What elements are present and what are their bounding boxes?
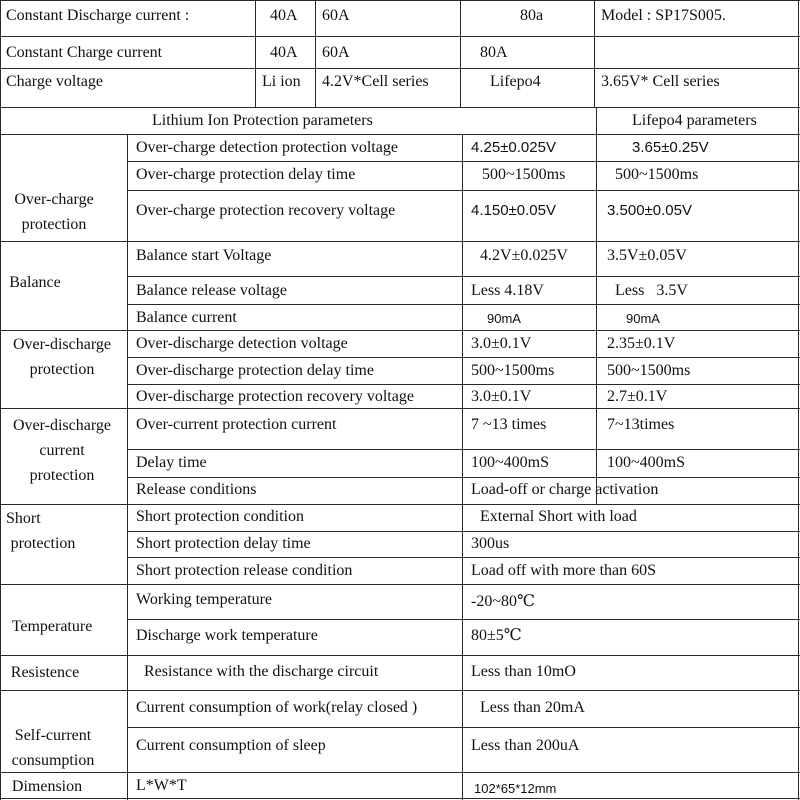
charge-current-label: Constant Charge current: [6, 44, 163, 61]
lifepo4-value: 3.500±0.05V: [607, 202, 692, 219]
lifepo4-value: 3.65±0.25V: [632, 139, 709, 156]
group-label-line: Over-discharge: [12, 417, 111, 434]
group-label-line: Dimension: [11, 778, 83, 795]
lifepo4-section-title: Lifepo4 parameters: [632, 112, 757, 129]
shared-value: Load-off or charge activation: [471, 481, 659, 498]
table-rule: [0, 68, 800, 69]
model-number: Model : SP17S005.: [601, 7, 726, 24]
chemistry-liion: Li ion: [262, 73, 301, 90]
lifepo4-value: 500~1500ms: [615, 166, 699, 183]
liion-value: 3.0±0.1V: [471, 335, 532, 352]
group-overcharge: [0, 187, 108, 237]
param-label: Balance release voltage: [136, 282, 288, 299]
table-border: [0, 798, 800, 799]
liion-value: 7 ~13 times: [471, 416, 547, 433]
table-rule: [0, 772, 800, 773]
group-balance: [0, 270, 70, 295]
shared-value: Less than 200uA: [471, 737, 580, 754]
charge-voltage-lifepo4: 3.65V* Cell series: [601, 73, 720, 90]
table-rule: [594, 0, 595, 107]
table-rule: [127, 384, 800, 385]
param-label: Short protection condition: [136, 508, 304, 525]
group-label-line: Over-discharge: [12, 336, 111, 353]
table-rule: [0, 655, 800, 656]
table-rule: [0, 330, 800, 331]
discharge-current-40a: 40A: [270, 7, 298, 24]
param-label: Over-charge detection protection voltage: [136, 139, 398, 156]
charge-voltage-liion: 4.2V*Cell series: [322, 73, 429, 90]
param-label: Short protection release condition: [136, 562, 353, 579]
table-rule: [0, 584, 800, 585]
discharge-current-label: Constant Discharge current :: [6, 7, 190, 24]
table-rule: [127, 134, 128, 800]
param-label: Delay time: [136, 454, 207, 471]
table-rule: [0, 107, 800, 108]
liion-value: 4.2V±0.025V: [480, 247, 568, 264]
group-resistance: [0, 660, 90, 685]
group-label-line: protection: [21, 216, 87, 233]
table-rule: [460, 0, 461, 107]
table-rule: [127, 449, 800, 450]
shared-value: 80±5℃: [471, 627, 522, 644]
table-rule: [596, 107, 597, 504]
table-border: [798, 0, 799, 800]
table-rule: [315, 0, 316, 107]
charge-current-40a: 40A: [270, 44, 298, 61]
group-label-line: current: [39, 442, 85, 459]
param-label: Over-charge protection recovery voltage: [136, 202, 396, 219]
table-rule: [127, 531, 800, 532]
shared-value: Less than 10mO: [471, 663, 576, 680]
table-rule: [127, 276, 800, 277]
param-label: Short protection delay time: [136, 535, 311, 552]
group-selfcurrent: [0, 723, 106, 773]
lifepo4-value: 7~13times: [607, 416, 675, 433]
table-rule: [127, 727, 800, 728]
charge-voltage-label: Charge voltage: [6, 73, 104, 90]
table-rule: [0, 504, 800, 505]
table-rule: [127, 190, 800, 191]
discharge-current-60a: 60A: [322, 7, 350, 24]
liion-value: 3.0±0.1V: [471, 388, 532, 405]
group-label-line: Short: [6, 510, 41, 527]
table-rule: [0, 134, 800, 135]
table-rule: [127, 357, 800, 358]
table-rule: [127, 161, 800, 162]
group-label-line: protection: [29, 467, 95, 484]
param-label: Over-charge protection delay time: [136, 166, 356, 183]
table-rule: [0, 408, 800, 409]
table-rule: [0, 36, 800, 37]
param-label: Over-current protection current: [136, 416, 337, 433]
group-label-line: protection: [10, 535, 76, 552]
liion-section-title: Lithium Ion Protection parameters: [152, 112, 373, 129]
group-label-line: Temperature: [11, 618, 93, 635]
lifepo4-value: 500~1500ms: [607, 362, 691, 379]
group-label-line: protection: [29, 361, 95, 378]
liion-value: 100~400mS: [471, 454, 549, 471]
lifepo4-value: 100~400mS: [607, 454, 685, 471]
group-label-line: Balance: [9, 274, 61, 291]
param-label: Current consumption of work(relay closed ): [136, 699, 418, 716]
shared-value: Less than 20mA: [480, 699, 585, 716]
shared-value: 102*65*12mm: [474, 781, 557, 796]
group-overdischarge: [0, 332, 124, 382]
lifepo4-value: 90mA: [626, 311, 660, 326]
lifepo4-value: Less 3.5V: [615, 282, 688, 299]
group-overcurrent: [0, 413, 124, 488]
chemistry-lifepo4: Lifepo4: [490, 73, 541, 90]
table-rule: [0, 241, 800, 242]
discharge-current-80a: 80a: [520, 7, 544, 24]
group-label-line: consumption: [11, 752, 95, 769]
liion-value: Less 4.18V: [471, 282, 544, 299]
shared-value: 300us: [471, 535, 510, 552]
charge-current-80a: 80A: [480, 44, 508, 61]
liion-value: 4.25±0.025V: [471, 139, 556, 156]
table-rule: [462, 134, 463, 800]
group-short: [0, 506, 86, 556]
group-label-line: Over-charge: [14, 191, 94, 208]
table-rule: [127, 477, 800, 478]
group-dimension: [0, 774, 94, 799]
table-rule: [127, 304, 800, 305]
liion-value: 500~1500ms: [471, 362, 555, 379]
shared-value: -20~80℃: [471, 593, 535, 610]
table-rule: [255, 0, 256, 107]
param-label: Over-discharge detection voltage: [136, 335, 348, 352]
param-label: Balance start Voltage: [136, 247, 272, 264]
group-temperature: [0, 614, 104, 639]
table-rule: [127, 619, 800, 620]
lifepo4-value: 2.7±0.1V: [607, 388, 668, 405]
liion-value: 500~1500ms: [482, 166, 566, 183]
param-label: L*W*T: [136, 777, 187, 794]
group-label-line: Self-current: [14, 727, 92, 744]
charge-current-60a: 60A: [322, 44, 350, 61]
group-label-line: Resistence: [10, 664, 80, 681]
table-border: [0, 0, 800, 1]
param-label: Balance current: [136, 309, 237, 326]
param-label: Over-discharge protection recovery voltage: [136, 388, 414, 405]
lifepo4-value: 2.35±0.1V: [607, 335, 676, 352]
liion-value: 90mA: [487, 311, 521, 326]
shared-value: External Short with load: [480, 508, 637, 525]
param-label: Over-discharge protection delay time: [136, 362, 374, 379]
param-label: Discharge work temperature: [136, 627, 318, 644]
shared-value: Load off with more than 60S: [471, 562, 657, 579]
liion-value: 4.150±0.05V: [471, 202, 556, 219]
param-label: Working temperature: [136, 591, 272, 608]
lifepo4-value: 3.5V±0.05V: [607, 247, 687, 264]
table-rule: [0, 690, 800, 691]
param-label: Release conditions: [136, 481, 257, 498]
param-label: Resistance with the discharge circuit: [144, 663, 379, 680]
table-rule: [127, 557, 800, 558]
param-label: Current consumption of sleep: [136, 737, 326, 754]
